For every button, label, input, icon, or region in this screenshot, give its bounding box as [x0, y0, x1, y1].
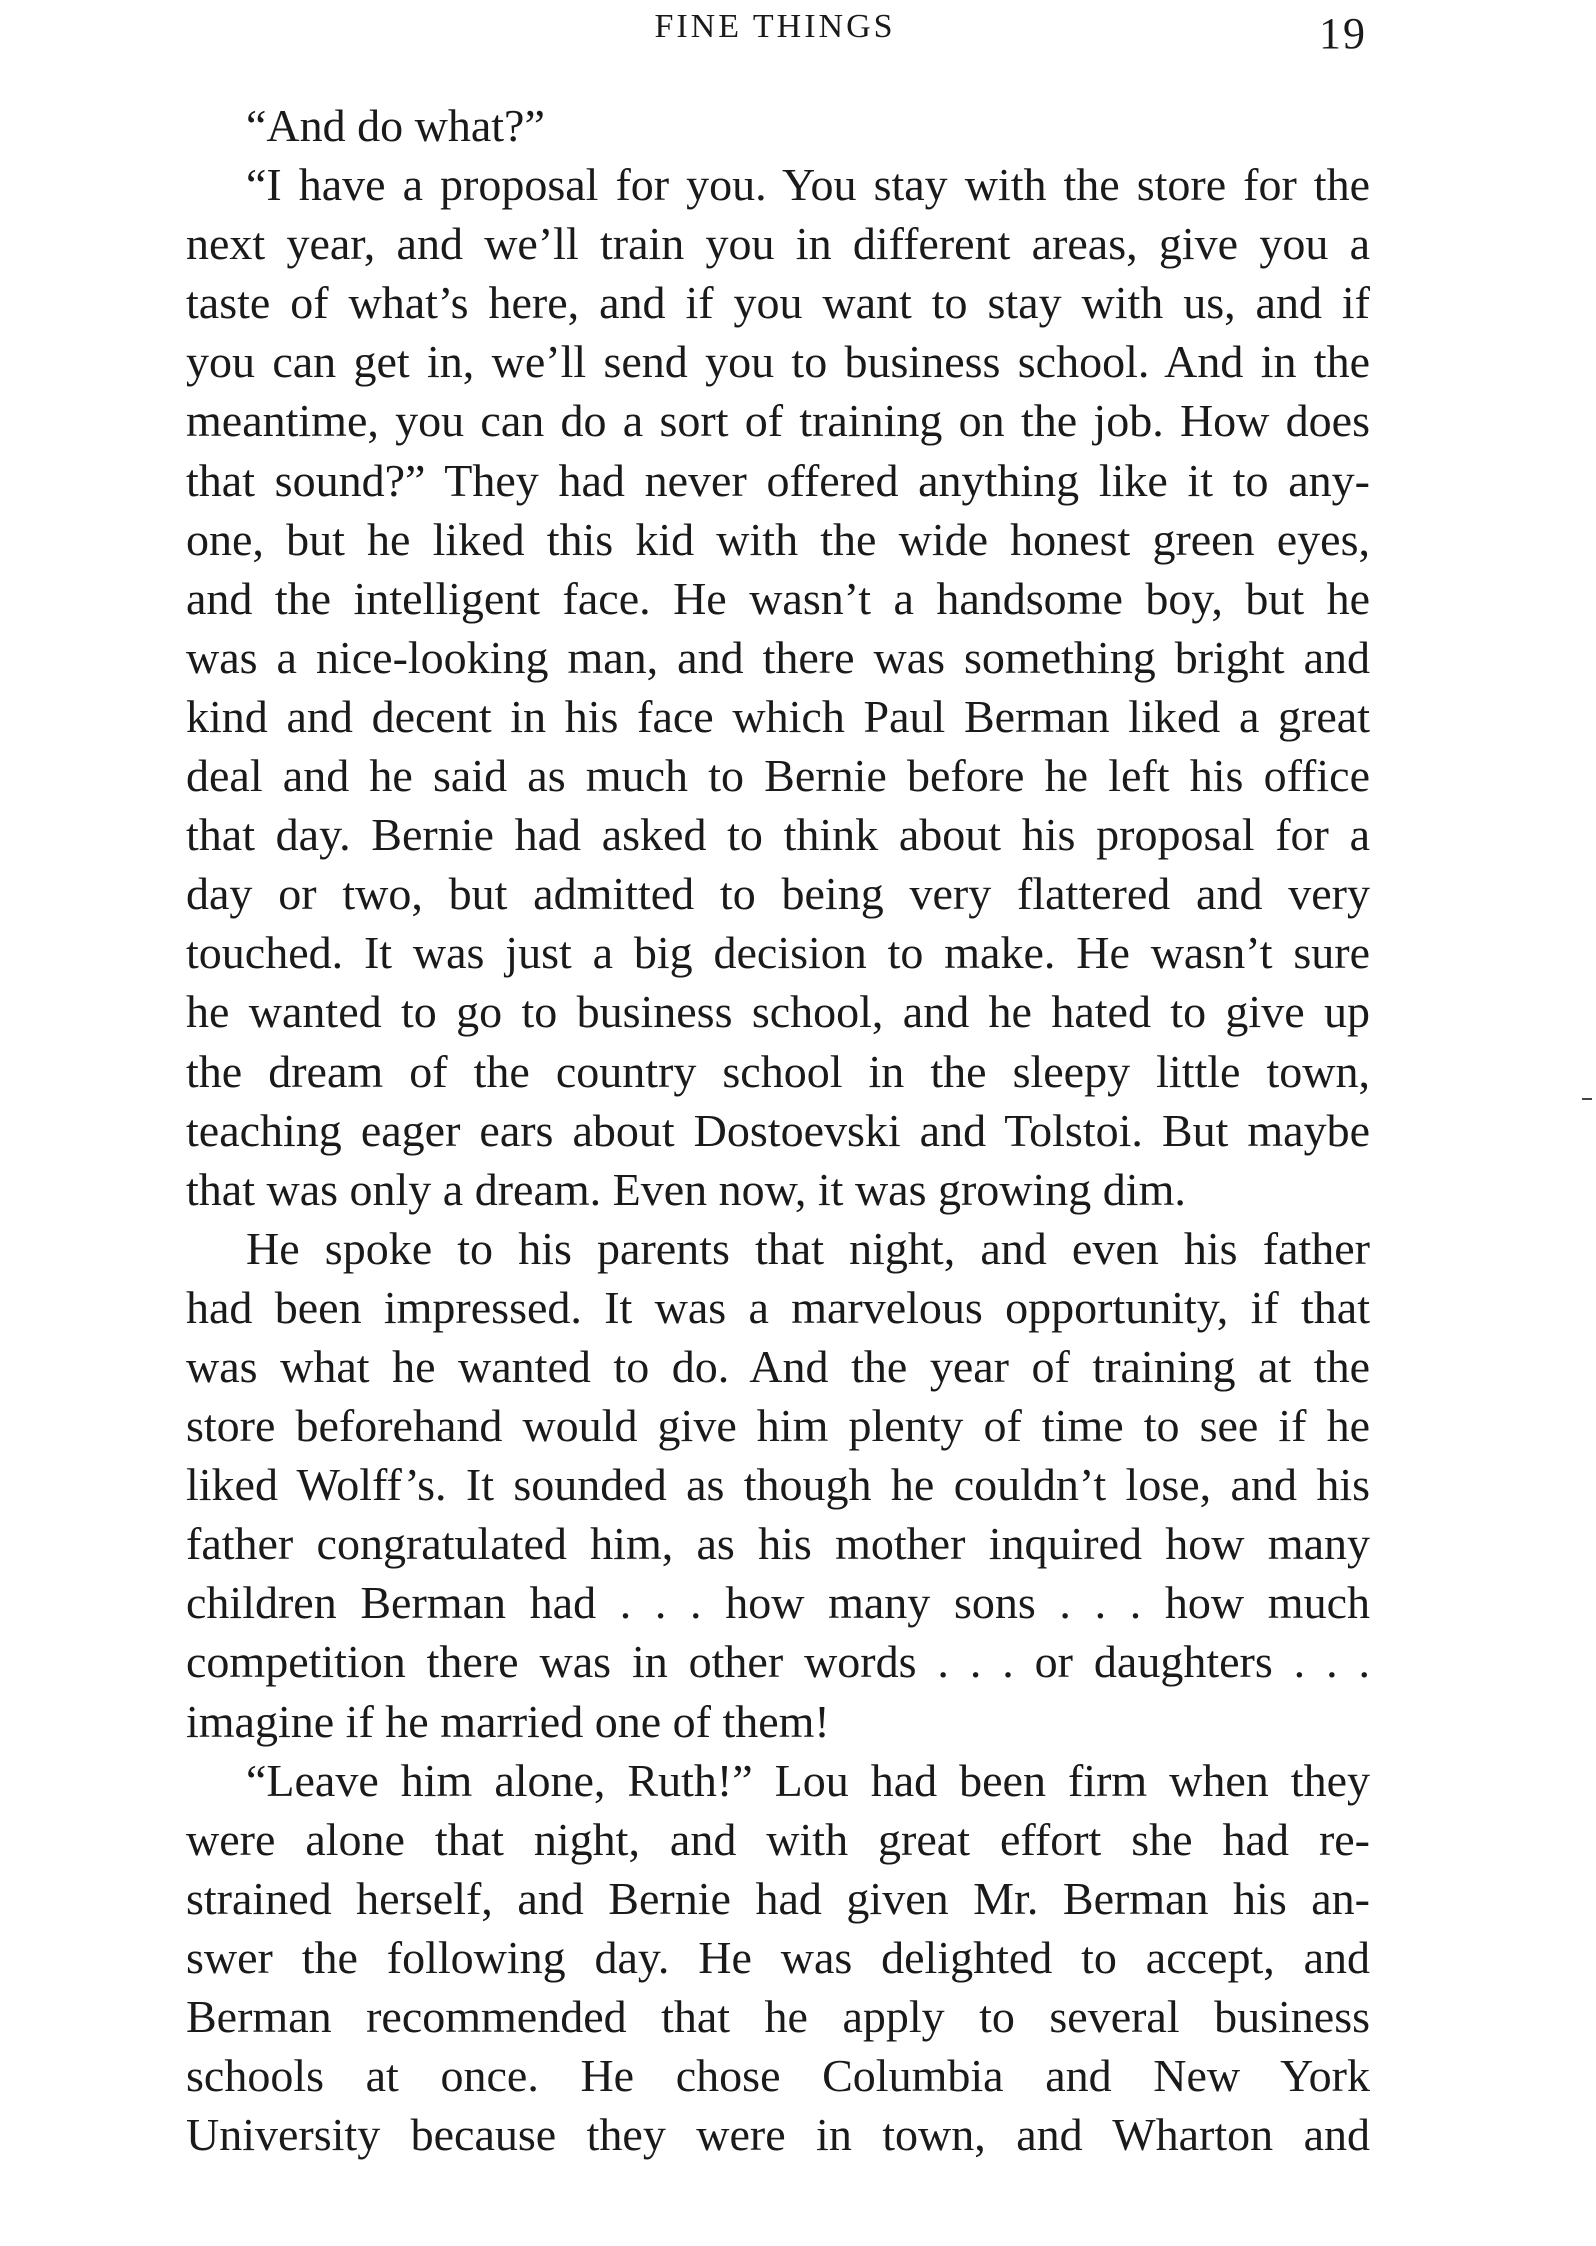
text-line: teaching eager ears about Dostoevski and Tolstoi. But maybe [186, 1104, 1370, 1156]
text-line: and the intelligent face. He wasn’t a handsome boy, but he [186, 572, 1370, 624]
running-head [0, 8, 1596, 58]
text-line: one, but he liked this kid with the wide honest green eyes, [186, 513, 1370, 565]
text-line: had been impressed. It was a marvelous opportunity, if that [186, 1281, 1370, 1333]
text-line: liked Wolff’s. It sounded as though he couldn’t lose, and his [186, 1459, 1370, 1511]
text-line: were alone that night, and with great effort she had re- [186, 1813, 1370, 1865]
text-line: “Leave him alone, Ruth!” Lou had been firm when they [246, 1754, 1370, 1806]
text-line: Berman recommended that he apply to several business [186, 1991, 1370, 2042]
text-line: imagine if he married one of them! [186, 1695, 830, 1747]
text-line: schools at once. He chose Columbia and New York [186, 2050, 1370, 2102]
text-line: children Berman had . . . how many sons . . . how much [186, 1577, 1370, 1629]
text-line: deal and he said as much to Bernie before he left his office [186, 750, 1370, 802]
text-line: swer the following day. He was delighted to accept, and [186, 1931, 1370, 1983]
text-line: strained herself, and Bernie had given Mr. Berman his an- [186, 1872, 1370, 1924]
text-line: “And do what?” [246, 100, 545, 151]
text-line: University because they were in town, and Wharton and [186, 2109, 1370, 2161]
text-line: you can get in, we’ll send you to business school. And in the [186, 336, 1370, 388]
text-line: he wanted to go to business school, and he hated to give up [186, 986, 1370, 1038]
text-line: competition there was in other words . . . or daughters . . . [186, 1636, 1370, 1688]
text-line: touched. It was just a big decision to make. He wasn’t sure [186, 927, 1370, 979]
text-line: day or two, but admitted to being very flattered and very [186, 868, 1370, 920]
running-title: FINE THINGS [654, 8, 896, 45]
page-number: 19 [1319, 9, 1367, 58]
text-line: that sound?” They had never offered anything like it to any- [186, 454, 1370, 506]
text-line: store beforehand would give him plenty of time to see if he [186, 1400, 1370, 1452]
text-line: kind and decent in his face which Paul Berman liked a great [186, 690, 1370, 742]
text-line: meantime, you can do a sort of training on the job. How does [186, 395, 1370, 447]
text-line: next year, and we’ll train you in different areas, give you a [186, 218, 1370, 270]
text-line: He spoke to his parents that night, and even his father [246, 1222, 1370, 1274]
text-line: taste of what’s here, and if you want to stay with us, and if [186, 277, 1370, 329]
text-line: that was only a dream. Even now, it was growing dim. [186, 1163, 1186, 1215]
margin-tick-mark [1582, 1098, 1592, 1100]
body-text [186, 96, 1370, 2164]
text-line: the dream of the country school in the sleepy little town, [186, 1045, 1370, 1097]
text-line: was a nice-looking man, and there was something bright and [186, 631, 1370, 683]
text-line: that day. Bernie had asked to think about his proposal for a [186, 809, 1370, 861]
text-line: was what he wanted to do. And the year of training at the [186, 1340, 1370, 1392]
text-line: “I have a proposal for you. You stay with the store for the [246, 159, 1370, 211]
text-line: father congratulated him, as his mother inquired how many [186, 1518, 1370, 1570]
